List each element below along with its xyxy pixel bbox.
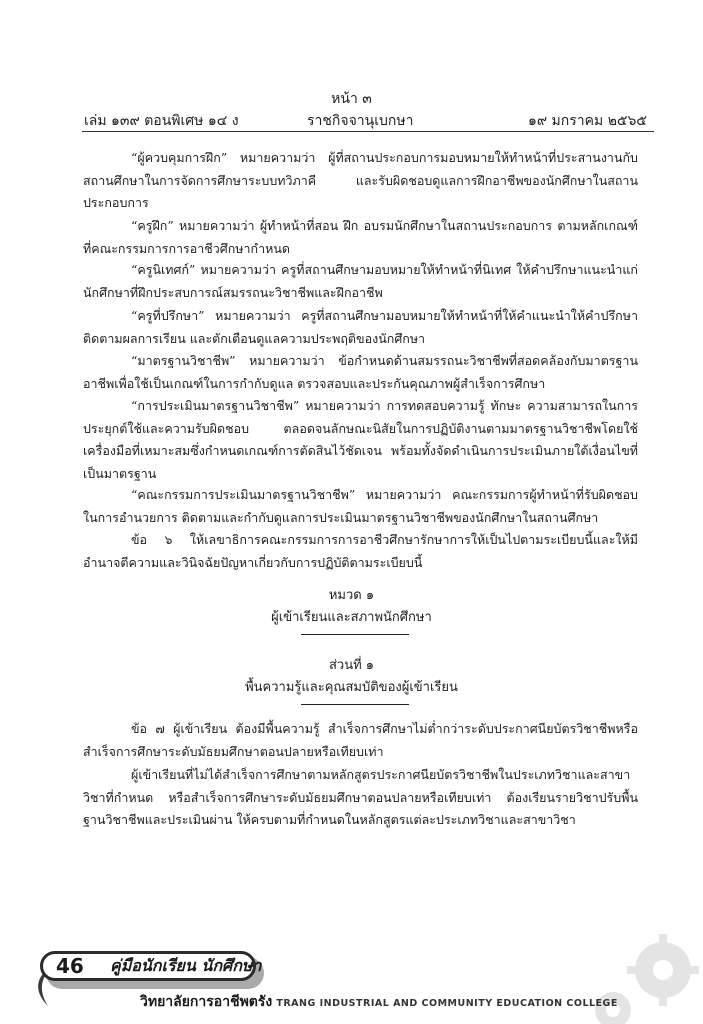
definition-paragraph: “ผู้ควบคุมการฝึก” หมายความว่า ผู้ที่สถานประกอบการมอบหมายให้ทำหน้าที่ประสานงานกับสถานศึกษาในการจัดการศึกษาระบบทวิภาคี และรับผิดชอบดูแลการฝึกอาชีพของนักศึกษาในสถานประกอบการ [83, 150, 638, 210]
chapter-title: ผู้เข้าเรียนและสภาพนักศึกษา [271, 610, 432, 625]
header-divider [82, 131, 654, 132]
college-name-english: TRANG INDUSTRIAL AND COMMUNITY EDUCATION COLLEGE [276, 998, 618, 1009]
clause-7-paragraph-2: ผู้เข้าเรียนที่ไม่ได้สำเร็จการศึกษาตามหลักสูตรประกาศนียบัตรวิชาชีพในประเภทวิชาและสาขาวิชาที่กำหนด หรือสำเร็จการศึกษาระดับมัธยมศึกษาตอนปลายหรือเทียบเท่า ต้องเรียนรายวิชาปรับพื้นฐานวิชาชีพและประเมินผ่าน ให้ครบตามที่กำหนดในหลักสูตรแต่ละประเภทวิชาและสาขาวิชา [83, 767, 638, 827]
chapter-number: หมวด ๑ [328, 588, 375, 603]
chapter-divider [301, 634, 409, 635]
page-number: 46 [56, 954, 84, 978]
gazette-date: ๑๙ มกราคม ๒๕๖๕ [527, 113, 647, 129]
section-number: ส่วนที่ ๑ [328, 658, 375, 673]
gazette-volume: เล่ม ๑๓๙ ตอนพิเศษ ๑๔ ง [84, 113, 239, 129]
gazette-page-number: หน้า ๓ [331, 91, 372, 107]
college-name-thai: วิทยาลัยการอาชีพตรัง [140, 994, 273, 1010]
clause-7: ข้อ ๗ ผู้เข้าเรียน ต้องมีพื้นความรู้ สำเร็จการศึกษาไม่ต่ำกว่าระดับประกาศนียบัตรวิชาชีพหรือสำเร็จการศึกษาระดับมัธยมศึกษาตอนปลายหรือเทียบเท่า [83, 721, 638, 759]
definition-paragraph: “คณะกรรมการประเมินมาตรฐานวิชาชีพ” หมายความว่า คณะกรรมการผู้ทำหน้าที่รับผิดชอบในการอำนวยการ ติดตามและกำกับดูแลการประเมินมาตรฐานวิชาชีพของนักศึกษาในสถานศึกษา [83, 487, 638, 525]
section-divider [301, 704, 409, 705]
definition-paragraph: “ครูที่ปรึกษา” หมายความว่า ครูที่สถานศึกษามอบหมายให้ทำหน้าที่ให้คำแนะนำให้คำปรึกษา ติดตามผลการเรียน และตักเตือนดูแลความประพฤติของนักศึกษา [83, 308, 638, 346]
clause-6: ข้อ ๖ ให้เลขาธิการคณะกรรมการการอาชีวศึกษารักษาการให้เป็นไปตามระเบียบนี้และให้มีอำนาจตีความและวินิจฉัยปัญหาเกี่ยวกับการปฏิบัติตามระเบียบนี้ [83, 532, 638, 570]
definition-paragraph: “มาตรฐานวิชาชีพ” หมายความว่า ข้อกำหนดด้านสมรรถนะวิชาชีพที่สอดคล้องกับมาตรฐานอาชีพเพื่อใช้เป็นเกณฑ์ในการกำกับดูแล ตรวจสอบและประกันคุณภาพผู้สำเร็จการศึกษา [83, 353, 638, 391]
gazette-name: ราชกิจจานุเบกษา [307, 113, 414, 129]
definition-paragraph: “ครูฝึก” หมายความว่า ผู้ทำหน้าที่สอน ฝึก อบรมนักศึกษาในสถานประกอบการ ตามหลักเกณฑ์ที่คณะกรรมการการอาชีวศึกษากำหนด [83, 218, 638, 256]
definition-paragraph: “ครูนิเทศก์” หมายความว่า ครูที่สถานศึกษามอบหมายให้ทำหน้าที่นิเทศ ให้คำปรึกษาแนะนำแก่นักศึกษาที่ฝึกประสบการณ์สมรรถนะวิชาชีพและฝึกอาชีพ [83, 262, 638, 300]
section-title: พื้นความรู้และคุณสมบัติของผู้เข้าเรียน [245, 680, 458, 695]
college-name [140, 993, 618, 1013]
handbook-title: คู่มือนักเรียน นักศึกษา [110, 956, 262, 975]
definition-paragraph: “การประเมินมาตรฐานวิชาชีพ” หมายความว่า การทดสอบความรู้ ทักษะ ความสามารถในการประยุกต์ใช้และความรับผิดชอบ ตลอดจนลักษณะนิสัยในการปฏิบัติงานตามมาตรฐานวิชาชีพโดยใช้เครื่องมือที่เหมาะสมซึ่งกำหนดเกณฑ์การตัดสินไว้ชัดเจน พร้อมทั้งจัดดำเนินการประเมินภายใต้เงื่อนไขที่เป็นมาตรฐาน [83, 398, 638, 481]
